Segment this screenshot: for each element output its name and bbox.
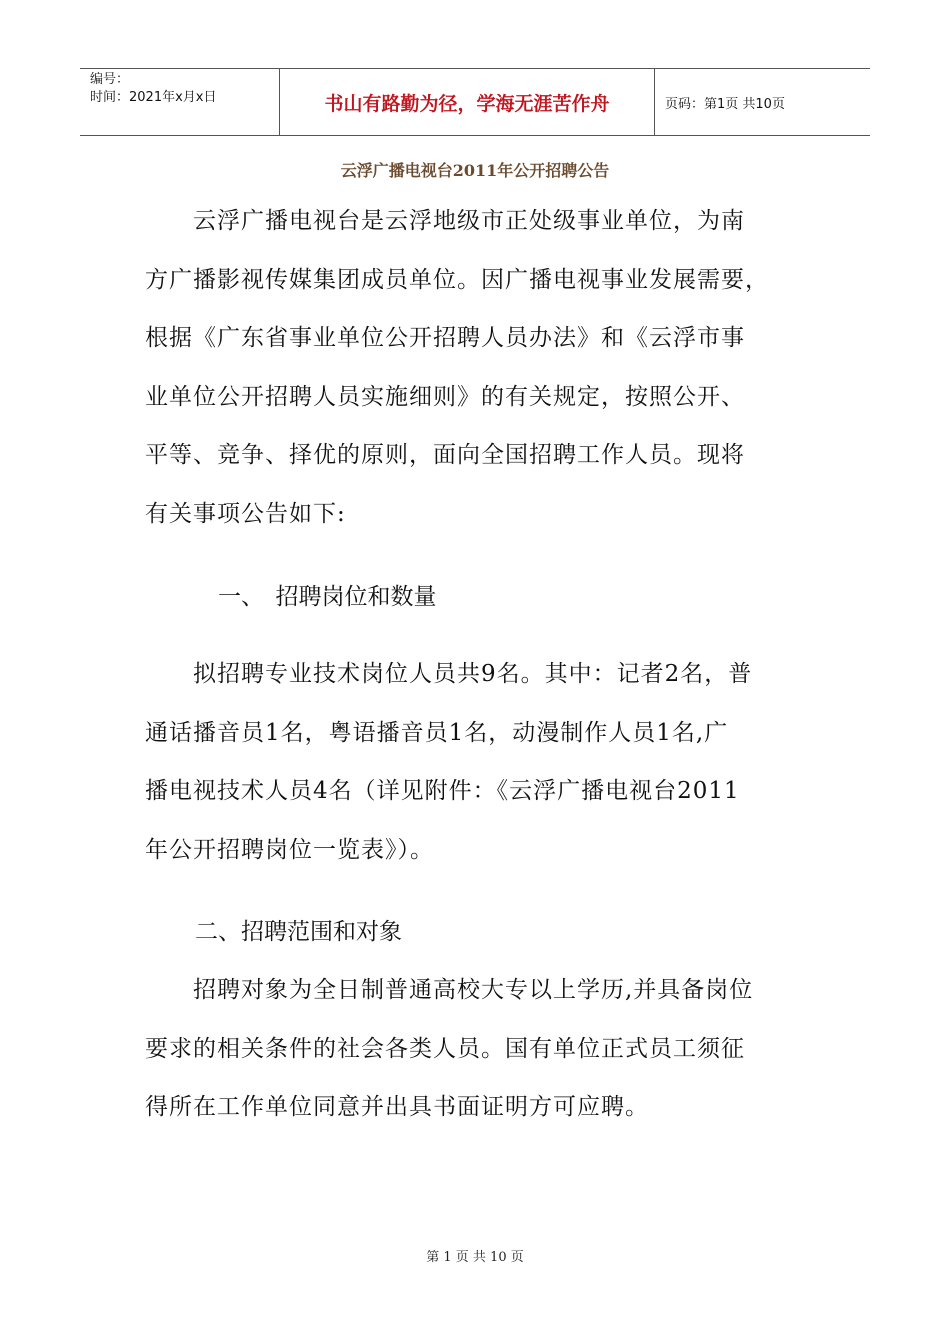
document-title: 云浮广播电视台2011年公开招聘公告 — [340, 161, 610, 180]
paragraph-line: 平等、竞争、择优的原则，面向全国招聘工作人员。现将 — [145, 442, 745, 468]
paragraph-line: 业单位公开招聘人员实施细则》的有关规定，按照公开、 — [145, 383, 745, 410]
document-number-label: 编号： — [90, 72, 130, 87]
paragraph-line: 通话播音员1名，粤语播音员1名，动漫制作人员1名,广 — [145, 719, 729, 746]
paragraph-line: 招聘对象为全日制普通高校大专以上学历,并具备岗位 — [145, 977, 754, 1003]
section-heading-scope: 二、招聘范围和对象 — [195, 919, 402, 945]
motto-text: 书山有路勤为径，学海无涯苦作舟 — [324, 92, 610, 115]
scope-paragraph — [145, 961, 810, 1137]
paragraph-line: 得所在工作单位同意并出具书面证明方可应聘。 — [145, 1094, 649, 1120]
intro-paragraph — [145, 192, 810, 543]
header-meta — [80, 69, 280, 135]
section-heading-positions: 一、 招聘岗位和数量 — [218, 584, 437, 610]
paragraph-line: 要求的相关条件的社会各类人员。国有单位正式员工须征 — [145, 1035, 745, 1062]
page-info-text: 页码：第1页 共10页 — [665, 96, 785, 112]
paragraph-line: 方广播影视传媒集团成员单位。因广播电视事业发展需要， — [145, 266, 769, 293]
header-motto — [280, 69, 655, 135]
paragraph-line: 根据《广东省事业单位公开招聘人员办法》和《云浮市事 — [145, 325, 745, 351]
paragraph-line: 云浮广播电视台是云浮地级市正处级事业单位，为南 — [145, 208, 745, 234]
document-header — [80, 68, 870, 136]
paragraph-line: 播电视技术人员4名（详见附件：《云浮广播电视台2011 — [145, 778, 740, 804]
paragraph-line: 年公开招聘岗位一览表》）。 — [145, 836, 434, 863]
paragraph-line: 拟招聘专业技术岗位人员共9名。其中：记者2名，普 — [145, 661, 753, 687]
page-footer: 第 1 页 共 10 页 — [426, 1250, 524, 1265]
header-page-info — [655, 69, 870, 135]
paragraph-line: 有关事项公告如下: — [145, 500, 346, 527]
positions-paragraph — [145, 645, 810, 879]
document-time-label: 时间：2021年x月x日 — [90, 90, 217, 105]
